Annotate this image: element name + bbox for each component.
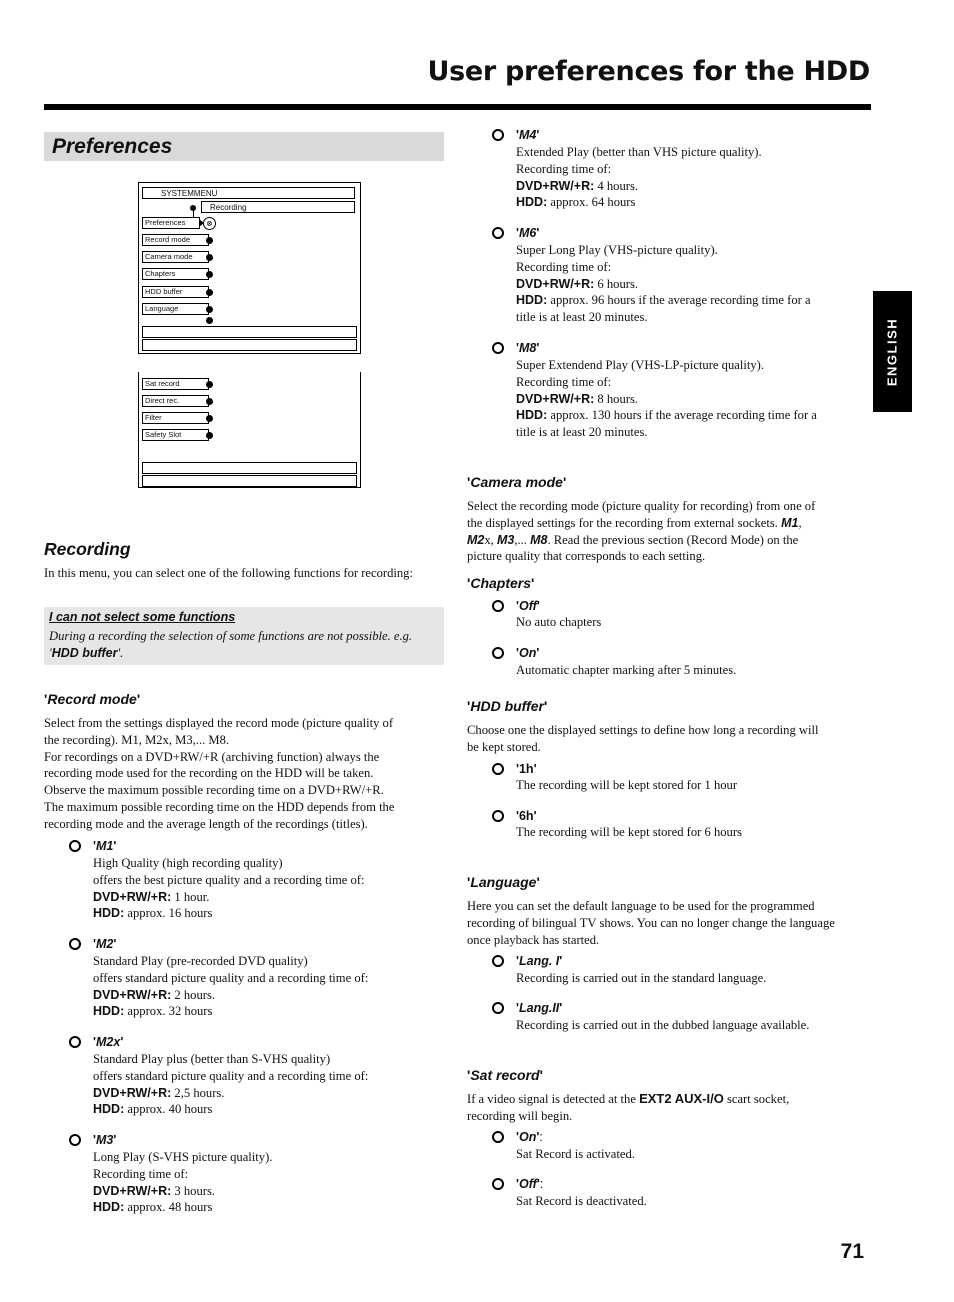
title-rule — [44, 104, 871, 110]
record-mode-text — [44, 715, 394, 833]
option-bullet-icon — [492, 227, 504, 239]
menu-item-dot — [206, 254, 213, 261]
menu-item-label: Sat record — [142, 378, 209, 390]
menu-item-label: Preferences — [142, 217, 200, 229]
text-line: Select from the settings displayed the record mode (picture quality of — [44, 716, 394, 730]
chapters-heading: 'Chapters' — [467, 575, 535, 591]
option-bullet-icon — [492, 129, 504, 141]
option-bullet-icon — [492, 1002, 504, 1014]
option-bullet-icon — [69, 840, 81, 852]
menu-empty-row — [142, 326, 357, 338]
note-title: I can not select some functions — [49, 610, 236, 624]
option-title: 'Lang. I' — [516, 954, 563, 968]
recording-intro: In this menu, you can select one of the following functions for recording: — [44, 566, 413, 580]
option-bullet-icon — [492, 955, 504, 967]
option-bullet-icon — [69, 1036, 81, 1048]
text-line: For recordings on a DVD+RW/+R (archiving function) always the — [44, 749, 380, 764]
menu-item-dot — [206, 415, 213, 422]
record-mode-heading-text: Record mode — [47, 691, 137, 707]
option-title: 'M1' — [93, 839, 117, 853]
option-body: Recording is carried out in the dubbed language available. — [516, 1018, 810, 1032]
option-title: 'Lang.II' — [516, 1001, 563, 1015]
option-bullet-icon — [492, 600, 504, 612]
option-title: 'Off': — [516, 1177, 544, 1191]
menu-item-label: Record mode — [142, 234, 209, 246]
note-box — [44, 607, 444, 665]
menu-item-dot — [206, 271, 213, 278]
option-body: Standard Play (pre-recorded DVD quality) offers standard picture quality and a recording time of: DVD+RW/+R: 2 hours. HDD: approx. 32 hours — [93, 954, 369, 1019]
preferences-band — [44, 132, 444, 161]
menu-item-label: Language — [142, 303, 209, 315]
menu-recording-label: Recording — [201, 201, 355, 213]
option-body: Recording is carried out in the standard language. — [516, 971, 767, 985]
text-line: recording mode and the average length of the recordings (titles). — [44, 816, 368, 831]
option-title: 'M8' — [516, 341, 540, 355]
menu-item-dot — [206, 317, 213, 324]
option-bullet-icon — [492, 342, 504, 354]
note-text: During a recording the selection of some functions are not possible. e.g. ' — [49, 629, 413, 660]
menu-item-dot — [206, 432, 213, 439]
text-line: the recording). M1, M2x, M3,... M8. — [44, 732, 230, 747]
option-title: '6h' — [516, 809, 537, 823]
option-title: '1h' — [516, 762, 537, 776]
sat-record-heading: 'Sat record' — [467, 1067, 543, 1083]
text-line: recording mode used for the recording on the HDD will be taken. — [44, 766, 374, 781]
option-title: 'On' — [516, 646, 540, 660]
hdd-buffer-text: Choose one the displayed settings to define how long a recording will be kept stored. — [467, 723, 819, 754]
remote-key-icon: ⊗ — [203, 217, 216, 230]
menu-empty-row — [142, 339, 357, 351]
option-body: Super Long Play (VHS-picture quality). Recording time of: DVD+RW/+R: 6 hours. HDD: approx. 96 hours if the average recording time for a title is at least 20 minutes. — [516, 243, 811, 325]
note-body — [49, 628, 439, 662]
menu-item-label: Camera mode — [142, 251, 209, 263]
option-bullet-icon — [492, 763, 504, 775]
option-bullet-icon — [492, 647, 504, 659]
option-title: 'M3' — [93, 1133, 117, 1147]
menu-item-label: Safety Slot — [142, 429, 209, 441]
menu-item-label: Filter — [142, 412, 209, 424]
note-emphasis: HDD buffer — [51, 645, 118, 660]
sat-record-text: If a video signal is detected at the EXT2 AUX-I/O scart socket, recording will begin. — [467, 1091, 790, 1123]
option-body: Extended Play (better than VHS picture quality). Recording time of: DVD+RW/+R: 4 hours. HDD: approx. 64 hours — [516, 145, 762, 210]
language-heading: 'Language' — [467, 874, 540, 890]
menu-empty-row — [142, 475, 357, 487]
option-title: 'M4' — [516, 128, 540, 142]
option-bullet-icon — [492, 1131, 504, 1143]
language-tab — [873, 291, 912, 412]
language-tab-label: ENGLISH — [884, 317, 900, 386]
record-mode-heading: 'Record mode' — [44, 691, 141, 707]
text-line: Observe the maximum possible recording time on a DVD+RW/+R. — [44, 783, 384, 798]
recording-heading: Recording — [44, 539, 131, 559]
menu-item-dot — [206, 289, 213, 296]
text-line: The maximum possible recording time on the HDD depends from the — [44, 799, 395, 814]
menu-empty-row — [142, 462, 357, 474]
option-bullet-icon — [492, 1178, 504, 1190]
menu-item-label: Chapters — [142, 268, 209, 280]
page-number: 71 — [840, 1240, 864, 1263]
camera-mode-heading: 'Camera mode' — [467, 474, 567, 490]
option-body: Standard Play plus (better than S-VHS quality) offers standard picture quality and a recording time of: DVD+RW/+R: 2,5 hours. HDD: approx. 40 hours — [93, 1052, 369, 1117]
note-text-end: '. — [117, 645, 124, 660]
option-title: 'M2' — [93, 937, 117, 951]
menu-item-dot — [206, 237, 213, 244]
option-bullet-icon — [69, 1134, 81, 1146]
option-body: Automatic chapter marking after 5 minutes. — [516, 663, 737, 677]
option-body: The recording will be kept stored for 6 hours — [516, 825, 742, 839]
option-body: Long Play (S-VHS picture quality). Recording time of: DVD+RW/+R: 3 hours. HDD: approx. 48 hours — [93, 1150, 273, 1215]
option-body: The recording will be kept stored for 1 hour — [516, 778, 738, 792]
option-body: No auto chapters — [516, 615, 602, 629]
language-text: Here you can set the default language to be used for the programmed recording of bilingual TV shows. You can no longer change the language once playback has started. — [467, 899, 835, 947]
option-body: Sat Record is deactivated. — [516, 1194, 647, 1208]
menu-item-dot — [206, 306, 213, 313]
option-body: Super Extendend Play (VHS-LP-picture quality). Recording time of: DVD+RW/+R: 8 hours. HDD: approx. 130 hours if the average recording time for a title is at least 20 minutes. — [516, 358, 817, 440]
menu-item-dot — [206, 381, 213, 388]
menu-item-dot — [206, 398, 213, 405]
preferences-heading: Preferences — [52, 135, 173, 158]
option-title: 'Off' — [516, 599, 540, 613]
camera-mode-text: Select the recording mode (picture quality for recording) from one of the displayed settings for the recording from external sockets. M1, M2x, M3,... M8. Read the previous section (Record Mode) on the picture quality that corresponds to each setting. — [467, 499, 816, 564]
menu-item-label: Direct rec. — [142, 395, 209, 407]
option-bullet-icon — [492, 810, 504, 822]
menu-systemmenu-label: SYSTEMMENU — [142, 187, 355, 199]
hdd-buffer-heading: 'HDD buffer' — [467, 698, 548, 714]
option-title: 'On': — [516, 1130, 543, 1144]
option-body: Sat Record is activated. — [516, 1147, 635, 1161]
option-bullet-icon — [69, 938, 81, 950]
option-title: 'M2x' — [93, 1035, 124, 1049]
page-title: User preferences for the HDD — [427, 56, 870, 87]
menu-item-label: HDD buffer — [142, 286, 209, 298]
option-title: 'M6' — [516, 226, 540, 240]
option-body: High Quality (high recording quality) offers the best picture quality and a recording time of: DVD+RW/+R: 1 hour. HDD: approx. 16 hours — [93, 856, 365, 921]
